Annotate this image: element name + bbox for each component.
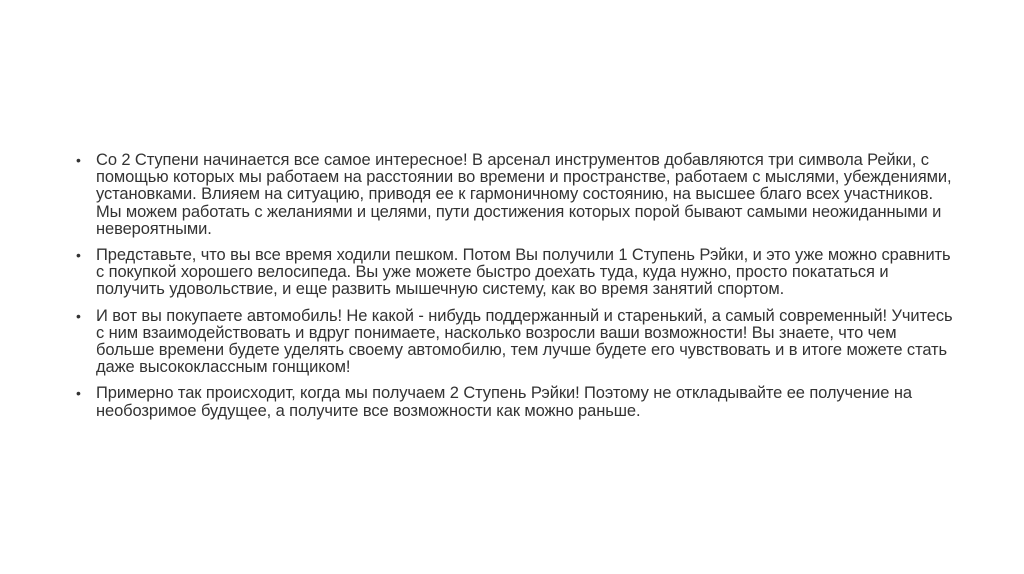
bullet-text: Со 2 Ступени начинается все самое интересное! В арсенал инструментов добавляются три символа Рейки, с помощью которых мы работаем на расстоянии во времени и пространстве, работаем с мыслями, убеждениями, установками. Влияем на ситуацию, приводя ее к гармоничному состоянию, на высшее благо всех участников. Мы можем работать с желаниями и целями, пути достижения которых порой бывают самыми неожиданными и невероятными. (96, 151, 952, 238)
bullet-text: Представьте, что вы все время ходили пешком. Потом Вы получили 1 Ступень Рэйки, и это уже можно сравнить с покупкой хорошего велосипеда. Вы уже можете быстро доехать туда, куда нужно, просто покататься и получить удовольствие, и еще развить мышечную систему, как во время занятий спортом. (96, 246, 951, 299)
bullet-item (76, 385, 956, 419)
bullet-icon: • (76, 307, 81, 324)
bullet-text: И вот вы покупаете автомобиль! Не какой - нибудь поддержанный и старенький, а самый современный! Учитесь с ним взаимодействовать и вдруг понимаете, насколько возросли ваши возможности! Вы знаете, что чем больше времени будете уделять своему автомобилю, тем лучше будете его чувствовать и в итоге можете стать даже высококлассным гонщиком! (96, 306, 953, 377)
bullet-icon: • (76, 152, 81, 168)
bullet-item (76, 308, 956, 377)
bullet-item (76, 247, 956, 299)
bullet-item (76, 152, 956, 238)
slide-content (76, 152, 956, 429)
bullet-icon: • (76, 247, 81, 264)
bullet-list (76, 152, 956, 420)
bullet-icon: • (76, 385, 81, 402)
bullet-text: Примерно так происходит, когда мы получаем 2 Ступень Рэйки! Поэтому не откладывайте ее получение на необозримое будущее, а получите все возможности как можно раньше. (96, 384, 912, 420)
